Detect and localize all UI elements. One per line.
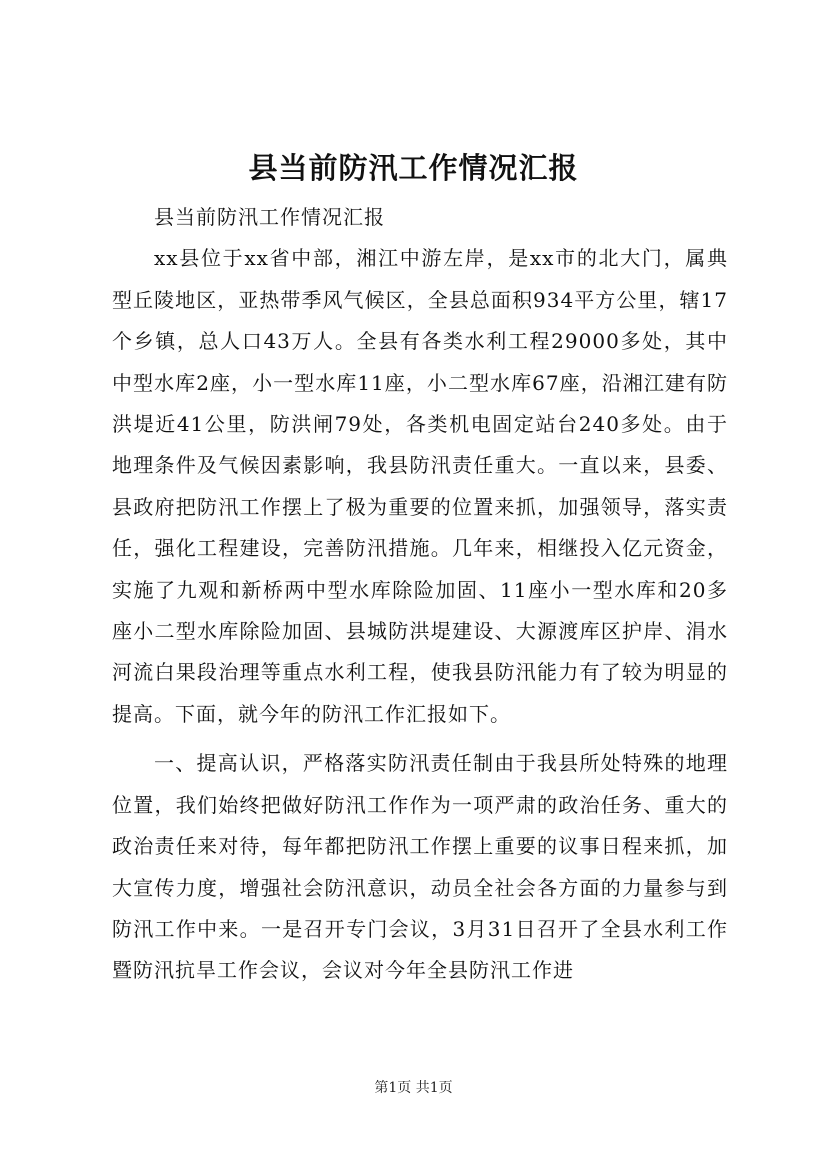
intro-paragraph: xx县位于xx省中部，湘江中游左岸，是xx市的北大门，属典型丘陵地区，亚热带季风气候区，全县总面积934平方公里，辖17个乡镇，总人口43万人。全县有各类水利工程29000多处，其中中型水库2座，小一型水库11座，小二型水库67座，沿湘江建有防洪堤近41公里，防洪闸79处，各类机电固定站台240多处。由于地理条件及气候因素影响，我县防汛责任重大。一直以来，县委、县政府把防汛工作摆上了极为重要的位置来抓，加强领导，落实责任，强化工程建设，完善防汛措施。几年来，相继投入亿元资金，实施了九观和新桥两中型水库除险加固、11座小一型水库和20多座小二型水库除险加固、县城防洪堤建设、大源渡库区护岸、涓水河流白果段治理等重点水利工程，使我县防汛能力有了较为明显的提高。下面，就今年的防汛工作汇报如下。 — [112, 246, 728, 726]
document-title: 县当前防汛工作情况汇报 — [248, 151, 579, 185]
document-body — [112, 197, 728, 992]
page-footer: 第1页 共1页 — [374, 1080, 453, 1096]
section-one-paragraph: 一、提高认识，严格落实防汛责任制由于我县所处特殊的地理位置，我们始终把做好防汛工作作为一项严肃的政治任务、重大的政治责任来对待，每年都把防汛工作摆上重要的议事日程来抓，加大宣传力度，增强社会防汛意识，动员全社会各方面的力量参与到防汛工作中来。一是召开专门会议，3月31日召开了全县水利工作暨防汛抗旱工作会议，会议对今年全县防汛工作进 — [112, 751, 728, 983]
subtitle-paragraph: 县当前防汛工作情况汇报 — [154, 205, 385, 229]
